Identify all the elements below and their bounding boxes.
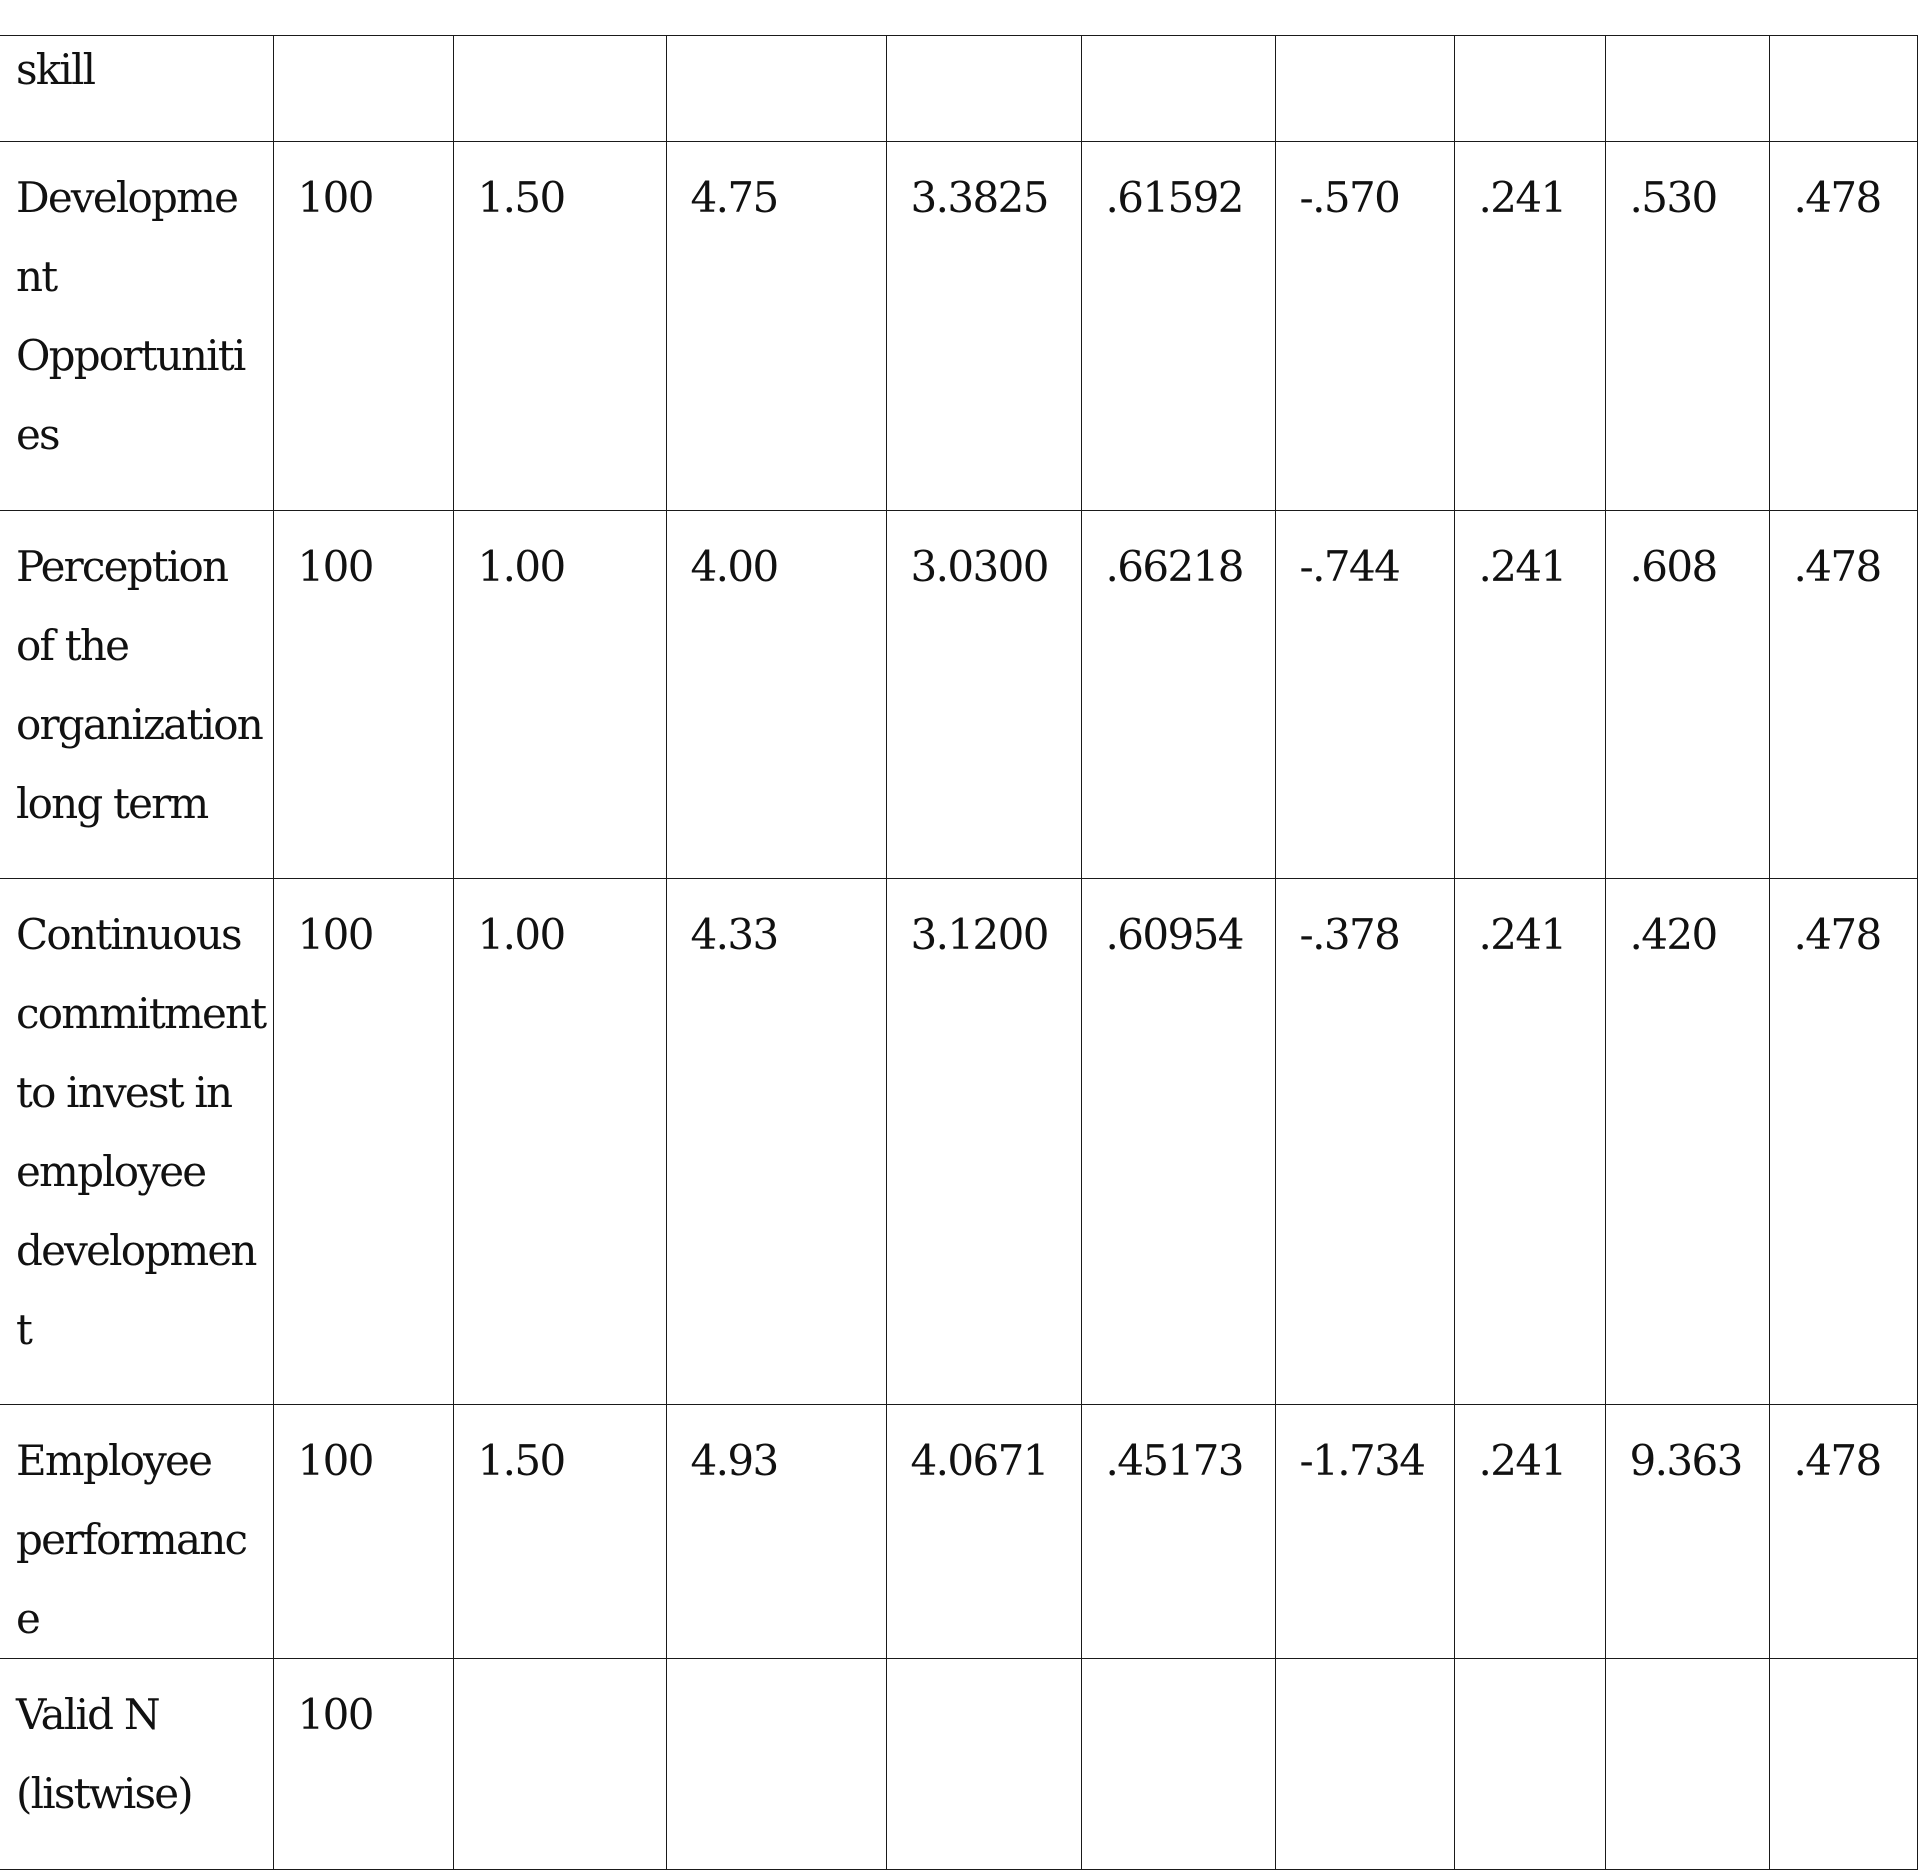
cell-skewness: -.378: [1275, 879, 1454, 1405]
cell-maximum: 4.93: [666, 1405, 886, 1659]
cell-minimum: 1.50: [453, 142, 666, 511]
cell-minimum: 1.00: [453, 511, 666, 879]
cell-skewness: [1275, 36, 1454, 142]
cell-n: [273, 36, 453, 142]
cell-skewness: -.744: [1275, 511, 1454, 879]
cell-kurtosis-std-error: .478: [1769, 879, 1917, 1405]
cell-skewness-std-error: .241: [1454, 879, 1605, 1405]
row-label: Employee performance: [0, 1405, 273, 1659]
cell-n: 100: [273, 879, 453, 1405]
cell-std-deviation: .45173: [1081, 1405, 1275, 1659]
cell-skewness: [1275, 1659, 1454, 1870]
table-row: [0, 1405, 1917, 1659]
cell-kurtosis-std-error: .478: [1769, 511, 1917, 879]
row-label: Developme nt Opportuniti es: [0, 142, 273, 511]
table-row: [0, 36, 1917, 142]
cell-n: 100: [273, 1405, 453, 1659]
cell-std-deviation: .61592: [1081, 142, 1275, 511]
cell-n: 100: [273, 1659, 453, 1870]
cell-maximum: 4.33: [666, 879, 886, 1405]
cell-mean: 3.1200: [886, 879, 1081, 1405]
cell-kurtosis: .530: [1605, 142, 1769, 511]
cell-kurtosis-std-error: .478: [1769, 142, 1917, 511]
cell-n: 100: [273, 142, 453, 511]
cell-skewness-std-error: [1454, 36, 1605, 142]
cell-std-deviation: [1081, 36, 1275, 142]
cell-minimum: [453, 36, 666, 142]
cell-maximum: 4.00: [666, 511, 886, 879]
cell-std-deviation: [1081, 1659, 1275, 1870]
cell-minimum: [453, 1659, 666, 1870]
cell-mean: 4.0671: [886, 1405, 1081, 1659]
cell-kurtosis-std-error: .478: [1769, 1405, 1917, 1659]
descriptive-statistics-table: [0, 35, 1918, 1870]
cell-maximum: [666, 1659, 886, 1870]
cell-skewness-std-error: .241: [1454, 511, 1605, 879]
cell-kurtosis: [1605, 36, 1769, 142]
table-row: [0, 1659, 1917, 1870]
cell-maximum: [666, 36, 886, 142]
cell-skewness: -1.734: [1275, 1405, 1454, 1659]
cell-kurtosis: [1605, 1659, 1769, 1870]
cell-kurtosis: 9.363: [1605, 1405, 1769, 1659]
cell-skewness-std-error: .241: [1454, 1405, 1605, 1659]
cell-skewness-std-error: .241: [1454, 142, 1605, 511]
cell-std-deviation: .66218: [1081, 511, 1275, 879]
row-label: Perception of the organization long term: [0, 511, 273, 879]
cell-minimum: 1.50: [453, 1405, 666, 1659]
cell-mean: 3.3825: [886, 142, 1081, 511]
cell-kurtosis-std-error: [1769, 1659, 1917, 1870]
cell-kurtosis-std-error: [1769, 36, 1917, 142]
cell-skewness: -.570: [1275, 142, 1454, 511]
row-label: skill: [0, 30, 273, 136]
table-row: [0, 142, 1917, 511]
table-row: [0, 511, 1917, 879]
cell-mean: [886, 36, 1081, 142]
cell-n: 100: [273, 511, 453, 879]
cell-mean: [886, 1659, 1081, 1870]
row-label: Continuous commitment to invest in employee developmen t: [0, 879, 273, 1405]
cell-kurtosis: .608: [1605, 511, 1769, 879]
cell-kurtosis: .420: [1605, 879, 1769, 1405]
cell-skewness-std-error: [1454, 1659, 1605, 1870]
cell-minimum: 1.00: [453, 879, 666, 1405]
table-row: [0, 879, 1917, 1405]
row-label: Valid N (listwise): [0, 1659, 273, 1870]
cell-mean: 3.0300: [886, 511, 1081, 879]
cell-maximum: 4.75: [666, 142, 886, 511]
cell-std-deviation: .60954: [1081, 879, 1275, 1405]
